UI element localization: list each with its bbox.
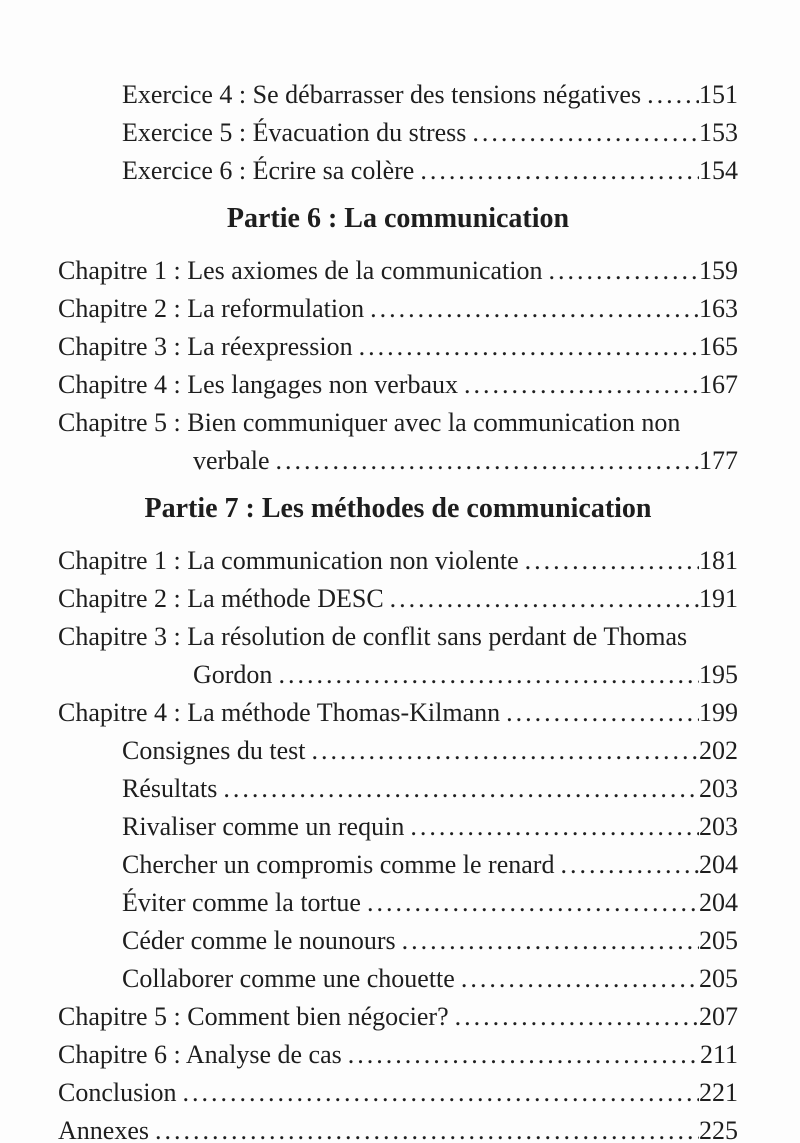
toc-entry-text: Collaborer comme une chouette [122, 964, 455, 993]
toc-entry-row [58, 76, 738, 114]
toc-entry-row [58, 884, 738, 922]
toc-entry-text: Conclusion [58, 1078, 177, 1107]
toc-page-number: 163 [699, 294, 738, 323]
toc-page-number: 153 [699, 118, 738, 147]
toc-page-number: 211 [699, 1040, 738, 1069]
toc-page-number: 225 [699, 1116, 738, 1143]
dot-leader [458, 366, 699, 404]
toc-entry-text: Exercice 5 : Évacuation du stress [122, 118, 467, 147]
dot-leader [542, 252, 699, 290]
toc-entry-text: Exercice 4 : Se débarrasser des tensions négatives [122, 80, 642, 109]
toc-entry-text: Chapitre 4 : Les langages non verbaux [58, 370, 458, 399]
toc-page-number: 204 [699, 888, 738, 917]
toc-page-number: 203 [699, 812, 738, 841]
toc-entry [58, 290, 738, 328]
dot-leader [149, 1112, 699, 1143]
toc-entry [58, 694, 738, 732]
dot-leader [217, 770, 699, 808]
toc-entry [58, 922, 738, 960]
toc-page-number: 204 [699, 850, 738, 879]
toc-entry [58, 580, 738, 618]
toc-entry [58, 884, 738, 922]
toc-page-number: 205 [699, 964, 738, 993]
toc-entry [58, 76, 738, 114]
toc-entry [58, 998, 738, 1036]
dot-leader [270, 442, 699, 480]
toc-entry-text: Résultats [122, 774, 218, 803]
toc-page-number: 207 [699, 1002, 738, 1031]
toc-page-number: 205 [699, 926, 738, 955]
toc-page-number: 151 [699, 80, 738, 109]
toc-page-number: 181 [699, 546, 738, 575]
dot-leader [414, 152, 699, 190]
toc-entry-row [58, 922, 738, 960]
toc-entry-row [58, 998, 738, 1036]
toc-entry-row [58, 114, 738, 152]
toc-entry-text: Chapitre 3 : La réexpression [58, 332, 353, 361]
dot-leader [500, 694, 699, 732]
part-heading: Partie 7 : Les méthodes de communication [144, 493, 652, 524]
toc-entry-row [58, 732, 738, 770]
toc-entry [58, 404, 738, 480]
dot-leader [404, 808, 699, 846]
toc-entry [58, 1036, 738, 1074]
dot-leader [554, 846, 699, 884]
dot-leader [272, 656, 699, 694]
dot-leader [305, 732, 699, 770]
toc-page-number: 199 [699, 698, 738, 727]
dot-leader [353, 328, 699, 366]
toc-entry-continuation-row [58, 656, 738, 694]
toc-entry-row [58, 770, 738, 808]
toc-entry-row [58, 328, 738, 366]
toc-entry-row [58, 1036, 738, 1074]
part-heading: Partie 6 : La communication [226, 203, 570, 234]
toc-entry [58, 114, 738, 152]
dot-leader [519, 542, 699, 580]
toc-entry-text: Chapitre 1 : Les axiomes de la communication [58, 256, 543, 285]
toc-entry-row [58, 694, 738, 732]
toc-entry-text: Consignes du test [122, 736, 306, 765]
toc-entry [58, 1074, 738, 1112]
toc-entry-row [58, 290, 738, 328]
toc-entry [58, 808, 738, 846]
toc-entry [58, 618, 738, 694]
toc-page-number: 165 [699, 332, 738, 361]
toc-entry-text: Chapitre 3 : La résolution de conflit sans perdant de Thomas [58, 622, 688, 651]
toc-entry-row [58, 1074, 738, 1112]
toc-entry-row [58, 1112, 738, 1143]
toc-page-number: 191 [699, 584, 738, 613]
dot-leader [449, 998, 699, 1036]
toc-entry-text: Chapitre 5 : Comment bien négocier? [58, 1002, 449, 1031]
toc-page-number: 159 [699, 256, 738, 285]
dot-leader [364, 290, 699, 328]
dot-leader [466, 114, 699, 152]
toc-entry-text: Chercher un compromis comme le renard [122, 850, 555, 879]
toc-page-number: 167 [699, 370, 738, 399]
toc-entry [58, 252, 738, 290]
toc-entry-row [58, 366, 738, 404]
dot-leader [396, 922, 699, 960]
toc-entry-text: Chapitre 1 : La communication non violente [58, 546, 519, 575]
dot-leader [361, 884, 699, 922]
toc-entry-row [58, 152, 738, 190]
toc-entry [58, 542, 738, 580]
toc-entry-continuation-row [58, 442, 738, 480]
toc-entry [58, 366, 738, 404]
toc-entry-row [58, 960, 738, 998]
toc-entry-text: Chapitre 6 : Analyse de cas [58, 1040, 342, 1069]
toc-page-number: 195 [699, 660, 738, 689]
dot-leader [342, 1036, 700, 1074]
toc-entry-continuation-text: Gordon [193, 660, 273, 689]
toc-entry-row [58, 542, 738, 580]
toc-page-number: 177 [699, 446, 738, 475]
toc-entry [58, 846, 738, 884]
toc-page-number: 221 [699, 1078, 738, 1107]
toc-entry-text: Rivaliser comme un requin [122, 812, 405, 841]
toc-entry-continuation-text: verbale [193, 446, 270, 475]
toc-entry-text: Céder comme le nounours [122, 926, 396, 955]
toc-entry [58, 770, 738, 808]
toc-entry-text: Annexes [58, 1116, 149, 1143]
dot-leader [455, 960, 699, 998]
toc-entry [58, 328, 738, 366]
dot-leader [176, 1074, 699, 1112]
toc-page-number: 203 [699, 774, 738, 803]
toc-entry [58, 960, 738, 998]
toc-page-number: 202 [699, 736, 738, 765]
toc-entry-text: Chapitre 2 : La méthode DESC [58, 584, 384, 613]
toc-entry-text: Chapitre 5 : Bien communiquer avec la communication non [58, 408, 681, 437]
toc-entry-text: Éviter comme la tortue [122, 888, 361, 917]
toc-entry-row [58, 846, 738, 884]
toc-entry [58, 1112, 738, 1143]
toc-entry-row [58, 580, 738, 618]
toc-entry-text: Exercice 6 : Écrire sa colère [122, 156, 415, 185]
toc-page-number: 154 [699, 156, 738, 185]
toc-entry-text: Chapitre 2 : La reformulation [58, 294, 365, 323]
toc-entry [58, 732, 738, 770]
toc-entry-row [58, 808, 738, 846]
dot-leader [384, 580, 699, 618]
dot-leader [641, 76, 699, 114]
toc-entry-row [58, 252, 738, 290]
toc-entry [58, 152, 738, 190]
toc-entry-text: Chapitre 4 : La méthode Thomas-Kilmann [58, 698, 501, 727]
